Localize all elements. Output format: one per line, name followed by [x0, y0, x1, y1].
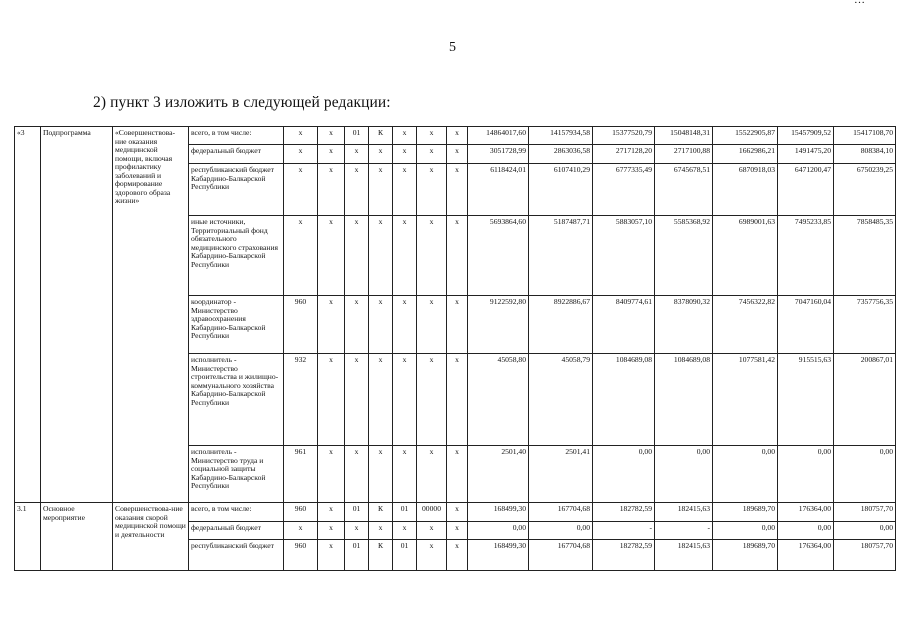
amount-cell: 8922886,67	[529, 296, 593, 354]
code-cell: 01	[393, 503, 417, 522]
amount-cell: 8378090,32	[655, 296, 713, 354]
code-cell: x	[393, 354, 417, 446]
amount-cell: 0,00	[834, 522, 896, 540]
amount-cell: 0,00	[593, 446, 655, 503]
block-code: «3	[15, 127, 41, 503]
code-cell: x	[318, 296, 345, 354]
amount-cell: 1077581,42	[713, 354, 778, 446]
code-cell: x	[369, 145, 393, 164]
block-code: 3.1	[15, 503, 41, 571]
code-cell: x	[369, 296, 393, 354]
amount-cell: 2863036,58	[529, 145, 593, 164]
amount-cell: 5693864,60	[468, 216, 529, 296]
code-cell: x	[345, 522, 369, 540]
code-cell: 01	[345, 503, 369, 522]
amount-cell: 1491475,20	[778, 145, 834, 164]
row-label: республиканский бюджет	[189, 540, 284, 571]
amount-cell: 3051728,99	[468, 145, 529, 164]
code-cell: x	[393, 522, 417, 540]
amount-cell: 0,00	[834, 446, 896, 503]
amount-cell: 15377520,79	[593, 127, 655, 145]
amount-cell: 182415,63	[655, 503, 713, 522]
row-label: исполнитель - Министерство труда и социальной защиты Кабардино-Балкарской Республики	[189, 446, 284, 503]
amount-cell: 5883057,10	[593, 216, 655, 296]
code-cell: x	[447, 522, 468, 540]
amount-cell: 189689,70	[713, 540, 778, 571]
code-cell: x	[318, 446, 345, 503]
amount-cell: 6870918,03	[713, 164, 778, 216]
code-cell: x	[284, 216, 318, 296]
amount-cell: -	[593, 522, 655, 540]
code-cell: x	[318, 145, 345, 164]
budget-table	[14, 126, 896, 571]
code-cell: x	[284, 145, 318, 164]
amount-cell: 0,00	[713, 522, 778, 540]
code-cell: x	[417, 446, 447, 503]
amount-cell: 176364,00	[778, 503, 834, 522]
amount-cell: 167704,68	[529, 503, 593, 522]
code-cell: x	[345, 446, 369, 503]
code-cell: x	[393, 216, 417, 296]
amount-cell: 15522905,87	[713, 127, 778, 145]
code-cell: x	[284, 127, 318, 145]
code-cell: x	[447, 540, 468, 571]
code-cell: x	[369, 164, 393, 216]
code-cell: 01	[345, 127, 369, 145]
amount-cell: 6118424,01	[468, 164, 529, 216]
code-cell: 961	[284, 446, 318, 503]
code-cell: x	[447, 127, 468, 145]
code-cell: x	[369, 446, 393, 503]
code-cell: x	[447, 216, 468, 296]
code-cell: x	[318, 540, 345, 571]
code-cell: x	[393, 164, 417, 216]
code-cell: 01	[345, 540, 369, 571]
amount-cell: 189689,70	[713, 503, 778, 522]
amount-cell: 15417108,70	[834, 127, 896, 145]
code-cell: x	[345, 164, 369, 216]
amount-cell: 180757,70	[834, 503, 896, 522]
code-cell: x	[318, 354, 345, 446]
code-cell: x	[393, 127, 417, 145]
page-corner-fragment: …	[854, 0, 865, 6]
amount-cell: 168499,30	[468, 503, 529, 522]
page-number: 5	[449, 40, 456, 55]
code-cell: x	[345, 216, 369, 296]
code-cell: x	[417, 296, 447, 354]
block-type: Подпрограмма	[41, 127, 113, 503]
table-row	[15, 127, 896, 145]
code-cell: x	[447, 446, 468, 503]
row-label: иные источники, Территориальный фонд обязательного медицинского страхования Кабардино-Балкарской Республики	[189, 216, 284, 296]
code-cell: x	[318, 127, 345, 145]
code-cell: x	[318, 503, 345, 522]
block-name: Совершенствова-ние оказания скорой медицинской помощи и деятельности	[113, 503, 189, 571]
amount-cell: 7456322,82	[713, 296, 778, 354]
code-cell: 960	[284, 540, 318, 571]
table-row	[15, 503, 896, 522]
amount-cell: 2717128,20	[593, 145, 655, 164]
code-cell: x	[417, 540, 447, 571]
code-cell: x	[393, 145, 417, 164]
code-cell: x	[369, 522, 393, 540]
amount-cell: 168499,30	[468, 540, 529, 571]
amount-cell: 182782,59	[593, 503, 655, 522]
amount-cell: 1084689,08	[655, 354, 713, 446]
amount-cell: 0,00	[713, 446, 778, 503]
amount-cell: 7495233,85	[778, 216, 834, 296]
code-cell: 960	[284, 503, 318, 522]
row-label: координатор - Министерство здравоохранения Кабардино-Балкарской Республики	[189, 296, 284, 354]
code-cell: x	[447, 354, 468, 446]
code-cell: x	[417, 145, 447, 164]
amount-cell: 7858485,35	[834, 216, 896, 296]
amount-cell: 182782,59	[593, 540, 655, 571]
amount-cell: 200867,01	[834, 354, 896, 446]
amount-cell: 2501,41	[529, 446, 593, 503]
amount-cell: -	[655, 522, 713, 540]
code-cell: x	[417, 164, 447, 216]
amount-cell: 6471200,47	[778, 164, 834, 216]
code-cell: К	[369, 503, 393, 522]
amount-cell: 45058,80	[468, 354, 529, 446]
amount-cell: 5585368,92	[655, 216, 713, 296]
code-cell: x	[284, 164, 318, 216]
code-cell: x	[447, 164, 468, 216]
amount-cell: 1084689,08	[593, 354, 655, 446]
amount-cell: 0,00	[655, 446, 713, 503]
code-cell: x	[318, 522, 345, 540]
amount-cell: 182415,63	[655, 540, 713, 571]
code-cell: x	[318, 164, 345, 216]
code-cell: x	[447, 145, 468, 164]
amount-cell: 8409774,61	[593, 296, 655, 354]
amount-cell: 45058,79	[529, 354, 593, 446]
amount-cell: 6745678,51	[655, 164, 713, 216]
code-cell: x	[345, 354, 369, 446]
code-cell: x	[417, 354, 447, 446]
code-cell: x	[284, 522, 318, 540]
row-label: республиканский бюджет Кабардино-Балкарской Республики	[189, 164, 284, 216]
amount-cell: 0,00	[468, 522, 529, 540]
amount-cell: 2501,40	[468, 446, 529, 503]
row-label: всего, в том числе:	[189, 127, 284, 145]
code-cell: x	[369, 216, 393, 296]
code-cell: 01	[393, 540, 417, 571]
amount-cell: 14864017,60	[468, 127, 529, 145]
amount-cell: 0,00	[778, 446, 834, 503]
code-cell: x	[393, 446, 417, 503]
row-label: исполнитель - Министерство строительства и жилищно-коммунального хозяйства Кабардино-Балкарской Республики	[189, 354, 284, 446]
amount-cell: 6750239,25	[834, 164, 896, 216]
code-cell: x	[345, 145, 369, 164]
amount-cell: 15048148,31	[655, 127, 713, 145]
code-cell: x	[393, 296, 417, 354]
code-cell: x	[417, 522, 447, 540]
code-cell: 00000	[417, 503, 447, 522]
amount-cell: 5187487,71	[529, 216, 593, 296]
amount-cell: 2717100,88	[655, 145, 713, 164]
amount-cell: 915515,63	[778, 354, 834, 446]
amount-cell: 176364,00	[778, 540, 834, 571]
amount-cell: 14157934,58	[529, 127, 593, 145]
code-cell: 960	[284, 296, 318, 354]
amount-cell: 167704,68	[529, 540, 593, 571]
code-cell: x	[447, 503, 468, 522]
code-cell: x	[417, 216, 447, 296]
code-cell: x	[318, 216, 345, 296]
row-label: всего, в том числе:	[189, 503, 284, 522]
section-heading: 2) пункт 3 изложить в следующей редакции:	[93, 94, 391, 111]
code-cell: x	[345, 296, 369, 354]
row-label: федеральный бюджет	[189, 522, 284, 540]
amount-cell: 9122592,80	[468, 296, 529, 354]
block-name: «Совершенствова-ние оказания медицинской помощи, включая профилактику заболеваний и формирование здорового образа жизни»	[113, 127, 189, 503]
code-cell: К	[369, 540, 393, 571]
amount-cell: 7047160,04	[778, 296, 834, 354]
row-label: федеральный бюджет	[189, 145, 284, 164]
code-cell: 932	[284, 354, 318, 446]
code-cell: x	[369, 354, 393, 446]
amount-cell: 1662986,21	[713, 145, 778, 164]
amount-cell: 808384,10	[834, 145, 896, 164]
amount-cell: 180757,70	[834, 540, 896, 571]
block-type: Основное мероприятие	[41, 503, 113, 571]
amount-cell: 15457909,52	[778, 127, 834, 145]
amount-cell: 6989001,63	[713, 216, 778, 296]
code-cell: x	[447, 296, 468, 354]
amount-cell: 0,00	[778, 522, 834, 540]
code-cell: К	[369, 127, 393, 145]
amount-cell: 0,00	[529, 522, 593, 540]
code-cell: x	[417, 127, 447, 145]
amount-cell: 6777335,49	[593, 164, 655, 216]
amount-cell: 6107410,29	[529, 164, 593, 216]
amount-cell: 7357756,35	[834, 296, 896, 354]
